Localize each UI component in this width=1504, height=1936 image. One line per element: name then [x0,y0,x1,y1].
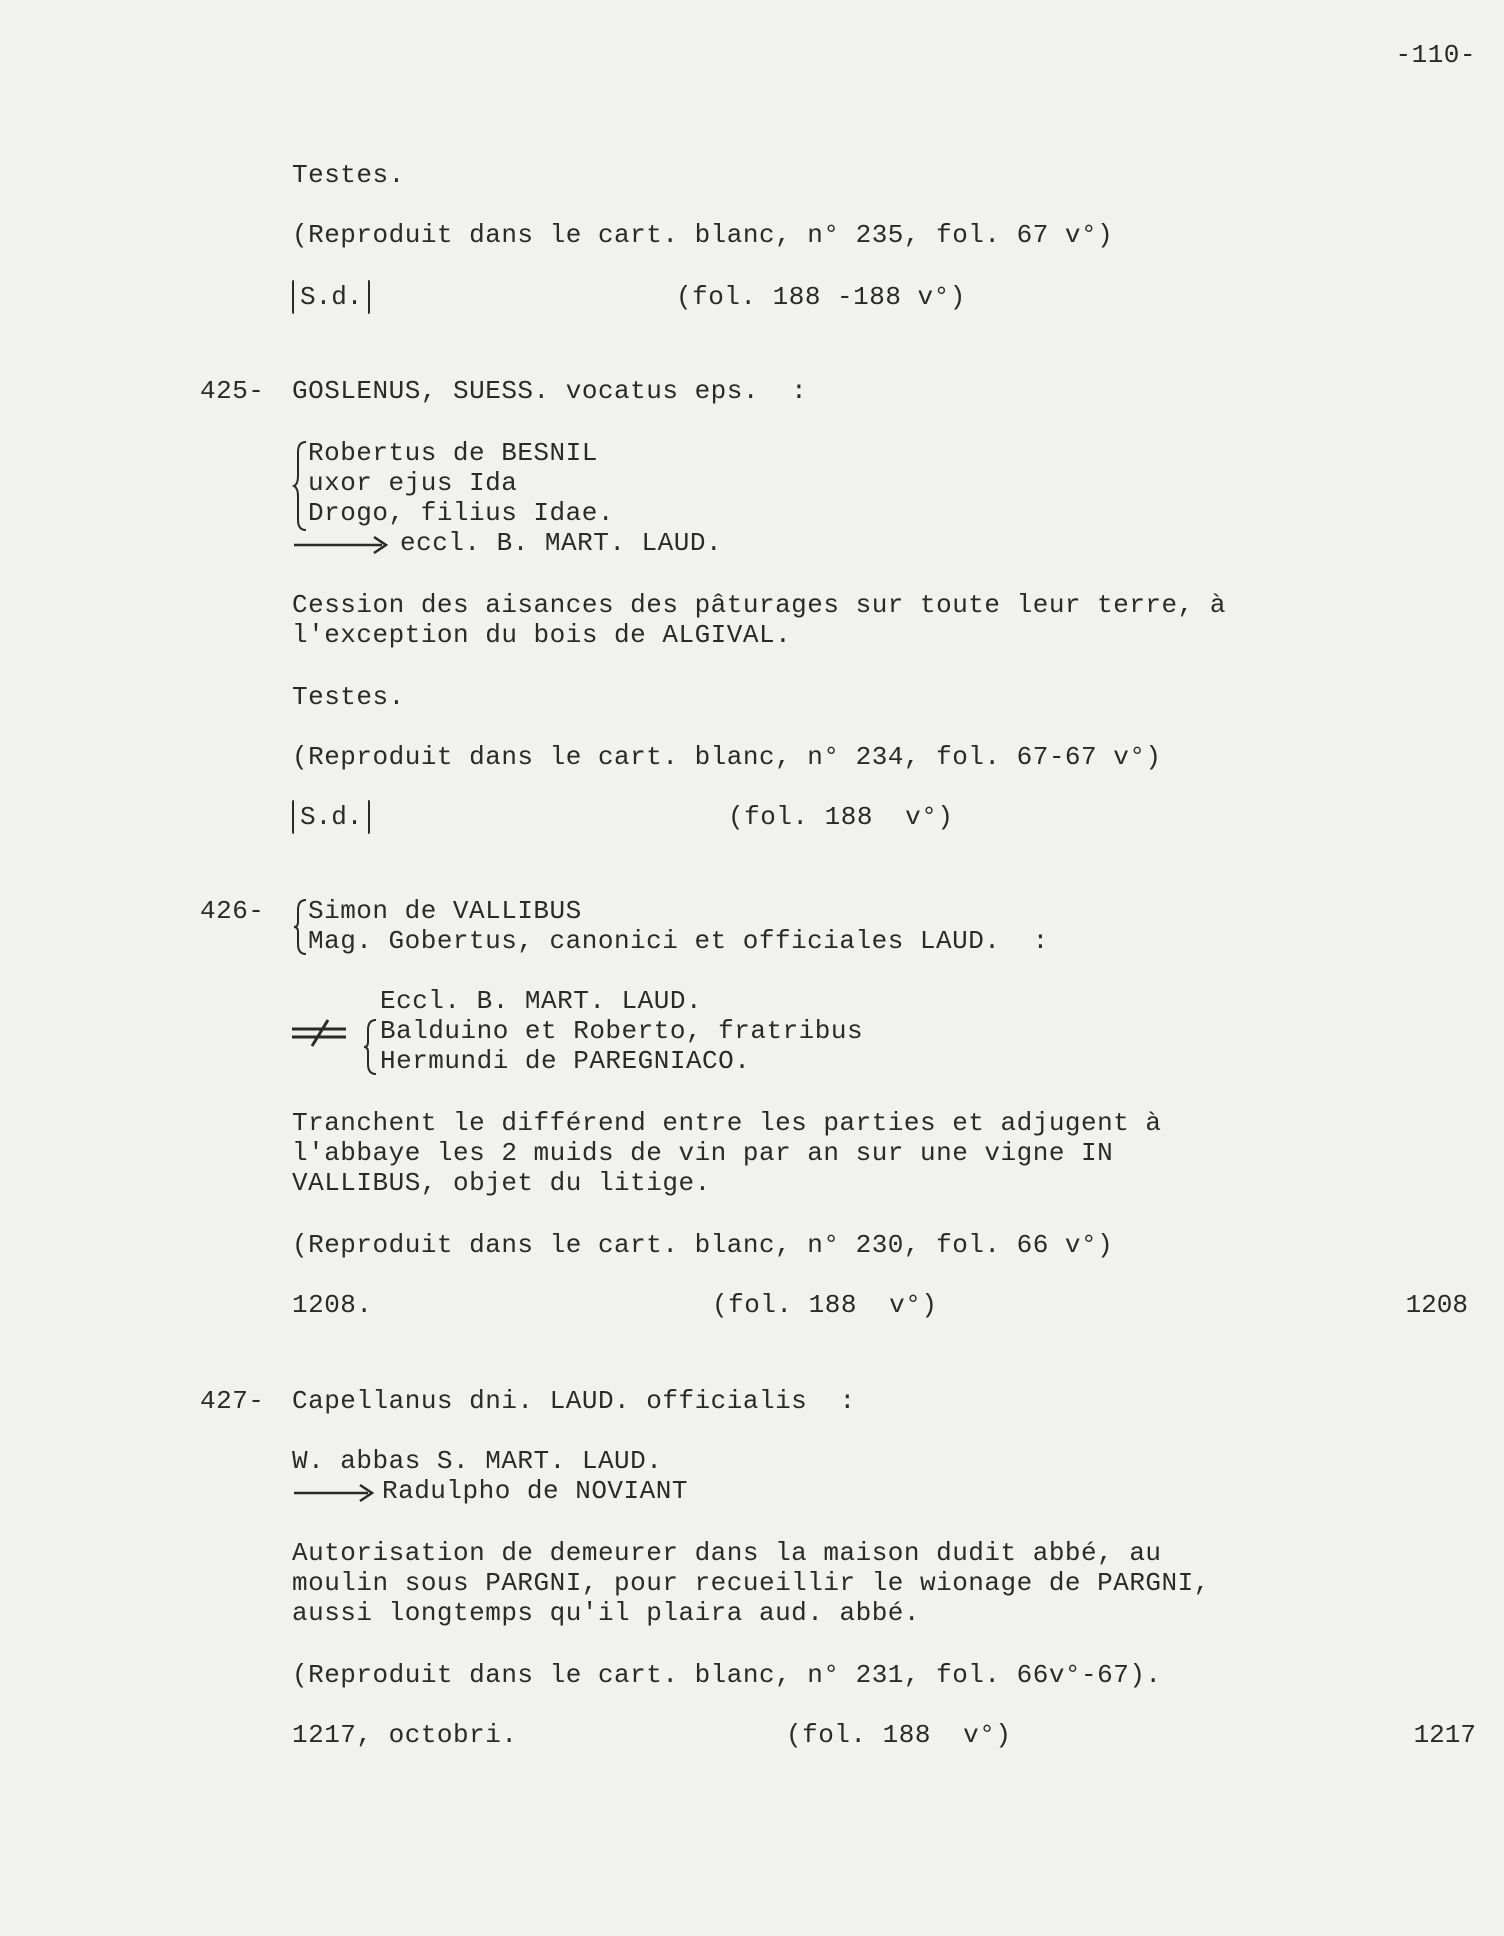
date-right: 1208 [1405,1290,1468,1320]
folio-ref: (fol. 188 v°) [786,1720,1012,1750]
reproduit-line: (Reproduit dans le cart. blanc, n° 231, fol. 66v°-67). [292,1660,1162,1690]
reproduit-line: (Reproduit dans le cart. blanc, n° 230, fol. 66 v°) [292,1230,1114,1260]
party-b-line: Balduino et Roberto, fratribus [380,1016,864,1046]
party-line: uxor ejus Ida [308,468,518,498]
date-value: 1217, octobri. [292,1720,518,1750]
author-line: Mag. Gobertus, canonici et officiales LAUD. : [308,926,1049,956]
summary-line: Cession des aisances des pâturages sur toute leur terre, à [292,590,1226,620]
testes-line: Testes. [292,160,405,190]
entry-heading: GOSLENUS, SUESS. vocatus eps. : [292,376,808,406]
arrow-icon [292,1478,378,1508]
not-equal-arrow-icon [290,1018,350,1048]
page-number: -110- [1395,40,1476,70]
summary-line: moulin sous PARGNI, pour recueillir le wionage de PARGNI, [292,1568,1210,1598]
author-line: Simon de VALLIBUS [308,896,582,926]
folio-ref: (fol. 188 -188 v°) [676,282,966,312]
arrow-icon [292,530,392,560]
beneficiary-line: eccl. B. MART. LAUD. [400,528,723,558]
reproduit-line: (Reproduit dans le cart. blanc, n° 234, fol. 67-67 v°) [292,742,1162,772]
brace-icon [292,896,308,958]
entry-heading: Capellanus dni. LAUD. officialis : [292,1386,856,1416]
date-bracket [292,280,370,314]
date-value: 1208. [292,1290,373,1320]
party-a-line: W. abbas S. MART. LAUD. [292,1446,663,1476]
summary-line: VALLIBUS, objet du litige. [292,1168,711,1198]
folio-ref: (fol. 188 v°) [728,802,954,832]
entry-number: 427- [200,1386,265,1416]
party-line: Robertus de BESNIL [308,438,598,468]
party-a-line: Eccl. B. MART. LAUD. [380,986,703,1016]
date-value: S.d. [300,282,363,312]
entry-number: 426- [200,896,265,926]
date-right: 1217 [1413,1720,1476,1750]
brace-icon [292,438,308,534]
summary-line: Tranchent le différend entre les parties et adjugent à [292,1108,1162,1138]
summary-line: l'exception du bois de ALGIVAL. [292,620,792,650]
reproduit-line: (Reproduit dans le cart. blanc, n° 235, fol. 67 v°) [292,220,1114,250]
brace-icon [362,1016,378,1078]
date-bracket [292,800,370,834]
summary-line: Autorisation de demeurer dans la maison dudit abbé, au [292,1538,1162,1568]
summary-line: aussi longtemps qu'il plaira aud. abbé. [292,1598,920,1628]
folio-ref: (fol. 188 v°) [712,1290,938,1320]
summary-line: l'abbaye les 2 muids de vin par an sur une vigne IN [292,1138,1114,1168]
testes-line: Testes. [292,682,405,712]
party-b-line: Hermundi de PAREGNIACO. [380,1046,751,1076]
entry-number: 425- [200,376,265,406]
party-line: Drogo, filius Idae. [308,498,614,528]
party-b-line: Radulpho de NOVIANT [382,1476,688,1506]
date-value: S.d. [300,802,363,832]
